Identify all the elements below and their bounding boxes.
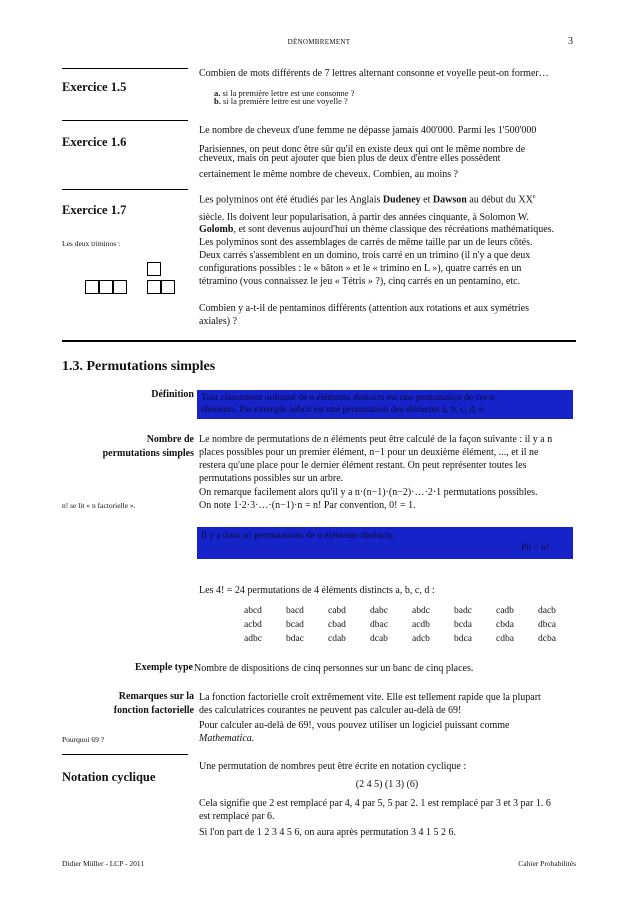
subsection-title: Notation cyclique [62,770,156,784]
table-cell: dabc [370,606,388,616]
text-run: , et sont devenus aujourd'hui un thème classique des récréations mathématiques. [233,224,555,235]
square [99,280,113,294]
body-text: Si l'on part de 1 2 3 4 5 6, on aura après permutation 3 4 1 5 2 6. [199,827,457,838]
table-cell: bcda [454,620,472,630]
exercise-text: configurations possibles : le « bâton » et le « trimino en L »), quatre carrés en un [199,263,522,274]
definition-label: Définition [151,389,194,400]
example-type-text: Nombre de dispositions de cinq personnes sur un banc de cinq places. [194,663,474,674]
table-cell: dbac [370,620,388,630]
table-cell: cadb [496,606,514,616]
result-box [197,527,573,559]
exercise-text: tétramino (vous connaissez le jeu « Tétris » ?), cinq carrés en un pentamino, etc. [199,276,521,287]
body-text: est remplacé par 6. [199,811,275,822]
table-cell: cbda [496,620,514,630]
exercise-title: Exercice 1.7 [62,203,127,217]
exercise-text: Combien y a-t-il de pentaminos différents (attention aux rotations et aux symétries [199,303,530,314]
footer-right: Cahier Probabilités [518,859,576,868]
section-rule [62,340,576,342]
table-cell: abdc [412,606,430,616]
subheading-label [62,690,194,718]
exercise-title: Exercice 1.5 [62,80,127,94]
exercise-text [199,223,554,236]
table-cell: badc [454,606,472,616]
margin-note: Pourquoi 69 ? [62,735,105,744]
section-title: 1.3. Permutations simples [62,359,216,374]
square [161,280,175,294]
example-type-label: Exemple type [134,662,193,673]
running-header: DÉNOMBREMENT [287,38,351,46]
text-run: Les polyminos ont été étudiés par les Anglais [199,194,383,206]
square [147,262,161,276]
item-text: si la première lettre est une voyelle ? [220,96,348,106]
author-name: Dawson [432,194,467,206]
table-cell: dcab [370,634,388,644]
example-intro: Les 4! = 24 permutations de 4 éléments distincts a, b, c, d : [199,585,435,596]
table-cell: acbd [244,620,262,630]
table-cell: bcad [286,620,304,630]
table-cell: cdab [328,634,346,644]
margin-note: Les deux triminos : [62,239,121,248]
body-text: des calculatrices courantes ne peuvent pas calculer au-delà de 69! [199,705,462,716]
table-cell: acdb [412,620,430,630]
table-cell: dbca [538,620,556,630]
superscript: e [532,194,536,200]
author-name: Golomb [199,224,234,235]
exercise-rule [62,68,188,69]
subheading-line: fonction factorielle [113,705,194,716]
exercise-text [199,191,536,206]
result-text: Il y a donc n! permutations de n éléments distincts. [201,531,395,541]
body-text: Une permutation de nombres peut être écrite en notation cyclique : [199,761,467,772]
body-text: Cela signifie que 2 est remplacé par 4, 4 par 5, 5 par 2. 1 est remplacé par 3 et 3 par 1. 6 [199,798,551,809]
definition-text: Tout classement ordonné de n éléments distincts est une permutation de ces n [201,393,495,403]
table-row [244,632,580,646]
exercise-text: certainement le même nombre de cheveux. Combien, au moins ? [199,169,459,180]
table-cell: bacd [286,606,304,616]
table-cell: cdba [496,634,514,644]
table-cell: abcd [244,606,262,616]
body-text: Pour calculer au-delà de 69!, vous pouvez utiliser un logiciel puissant comme [199,720,510,731]
table-cell: bdac [286,634,304,644]
footer-left: Didier Müller - LCP - 2011 [62,859,145,868]
exercise-text: siècle. Ils doivent leur popularisation, à partir des années cinquante, à Solomon W. [199,212,529,223]
table-cell: bdca [454,634,472,644]
exercise-rule [62,754,188,755]
table-cell: adbc [244,634,262,644]
square [85,280,99,294]
permutations-table [244,604,580,646]
square [113,280,127,294]
definition-box [197,390,573,419]
author-name: Dudeney [382,194,421,206]
exercise-title: Exercice 1.6 [62,135,127,149]
definition-text: éléments. Par exemple aebcd est une permutation des éléments a, b, c, d, e. [201,405,486,415]
table-row [244,618,580,632]
exercise-rule [62,120,188,121]
page-number: 3 [568,36,573,47]
square [147,280,161,294]
exercise-text: Combien de mots différents de 7 lettres alternant consonne et voyelle peut-on former… [199,68,549,79]
body-text: restera qu'une place pour le dernier élément restant. On peut représenter toutes les [199,460,527,471]
table-cell: dacb [538,606,556,616]
table-cell: cabd [328,606,346,616]
exercise-text: Le nombre de cheveux d'une femme ne dépasse jamais 400'000. Parmi les 1'500'000 [199,125,537,136]
result-formula: Pn = n! [520,543,549,553]
table-cell: adcb [412,634,430,644]
table-row [244,604,580,618]
exercise-text: axiales) ? [199,316,238,327]
subheading-line: Nombre de [146,434,194,445]
body-text: On note 1·2·3·…·(n−1)·n = n! Par convention, 0! = 1. [199,500,416,511]
text-run: et [420,194,433,206]
body-text: places possibles pour un premier élément, n−1 pour un deuxième élément, ..., et il ne [199,447,539,458]
cyclic-formula: (2 4 5) (1 3) (6) [355,779,419,790]
exercise-text: Parisiennes, on peut donc être sûr qu'il en existe deux qui ont le même nombre de [199,144,526,155]
body-text: Mathematica. [199,733,255,744]
exercise-item-b [214,96,348,106]
body-text: On remarque facilement alors qu'il y a n·(n−1)·(n−2)·…·2·1 permutations possibles. [199,487,538,498]
text-run: au début du XX [466,194,533,206]
margin-note: n! se lit « n factorielle ». [62,501,136,510]
body-text: permutations possibles sur un arbre. [199,473,344,484]
table-cell: cbad [328,620,346,630]
subheading-label [62,433,194,461]
item-label: a. [214,88,221,98]
item-text: si la première lettre est une consonne ? [220,88,355,98]
exercise-text: Deux carrés s'assemblent en un domino, trois carré en un trimino (il n'y a que deux [199,250,531,261]
exercise-rule [62,189,188,190]
table-cell: dcba [538,634,556,644]
exercise-text: Les polyminos sont des assemblages de carrés de même taille par un de leurs côtés. [199,237,533,248]
subheading-line: permutations simples [102,448,194,459]
exercise-text: cheveux, mais on peut ajouter que bien plus de deux d'entre elles possèdent [199,153,501,164]
item-label: b. [214,96,221,106]
subheading-line: Remarques sur la [118,691,194,702]
body-text: Le nombre de permutations de n éléments peut être calculé de la façon suivante : il y a n [199,434,553,445]
body-text: La fonction factorielle croît extrêmement vite. Elle est tellement rapide que la plupart [199,692,541,703]
